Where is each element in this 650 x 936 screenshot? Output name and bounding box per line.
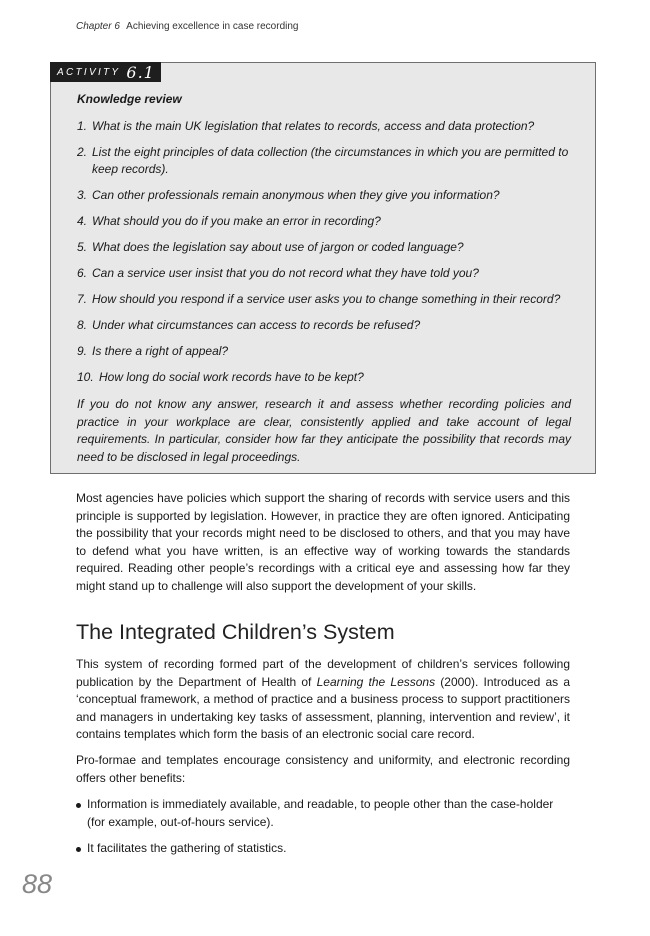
activity-note: If you do not know any answer, research it and assess whether recording policies and practice in your workplace are clear, consistently applied and take account of legal requirements. In particular, consider how far they anticipate the possibility that records may need to be disclosed in legal proceedings. [77, 397, 571, 464]
section-heading: The Integrated Children’s System [76, 620, 395, 644]
body-paragraph: Most agencies have policies which support the sharing of records with service users and this principle is supported by legislation. However, in practice they are often ignored. Anticipating the possibility that your records might need to be disclosed to others, and that you may have to defend what you have written, is an effective way of working towards the standards required. Reading other people’s recordings with a critical eye and assessing how far they might stand up to challenge will also support the development of your skills. [76, 491, 570, 593]
question-item: 3. Can other professionals remain anonymous when they give you information? [77, 187, 500, 202]
question-item: 4. What should you do if you make an error in recording? [77, 213, 381, 228]
question-item: 10. How long do social work records have to be kept? [77, 369, 364, 384]
activity-label: ACTIVITY [57, 66, 121, 78]
page-number: 88 [22, 869, 53, 899]
question-item: 2. List the eight principles of data collection (the circumstances in which you are permitted to keep records). [77, 145, 569, 176]
question-item: 9. Is there a right of appeal? [77, 343, 229, 358]
list-item: Information is immediately available, and readable, to people other than the case-holder (for example, out-of-hours service). [76, 796, 570, 831]
activity-box [50, 62, 596, 474]
activity-number: 6.1 [126, 62, 155, 82]
question-item: 1. What is the main UK legislation that relates to records, access and data protection? [77, 119, 535, 133]
question-item: 7. How should you respond if a service user asks you to change something in their record? [77, 291, 561, 306]
activity-title: Knowledge review [77, 92, 182, 106]
question-item: 5. What does the legislation say about use of jargon or coded language? [77, 239, 464, 254]
running-head [76, 21, 298, 32]
bullet-icon [76, 803, 81, 808]
book-title: Learning the Lessons [316, 674, 436, 689]
running-head-title: Achieving excellence in case recording [126, 21, 299, 32]
benefit-list [76, 796, 570, 867]
activity-tab [50, 62, 161, 82]
question-item: 6. Can a service user insist that you do not record what they have told you? [77, 265, 479, 280]
bullet-icon [76, 847, 81, 852]
question-item: 8. Under what circumstances can access to records be refused? [77, 317, 421, 332]
running-head-chapter: Chapter 6 [76, 21, 120, 32]
list-item: It facilitates the gathering of statistics. [76, 840, 570, 858]
section-paragraph: This system of recording formed part of the development of children’s services following publication by the Department of Health of Learning the Lessons (2000). Introduced as a ‘conceptual framework, a method of practice and a business process to support practitioners and managers in undertaking key tasks of assessment, planning, intervention and review’, it contains templates which form the basis of an electronic social care record. [76, 657, 571, 741]
question-list [77, 118, 573, 395]
section-paragraph-2: Pro-formae and templates encourage consistency and uniformity, and electronic recording offers other benefits: [76, 753, 570, 785]
